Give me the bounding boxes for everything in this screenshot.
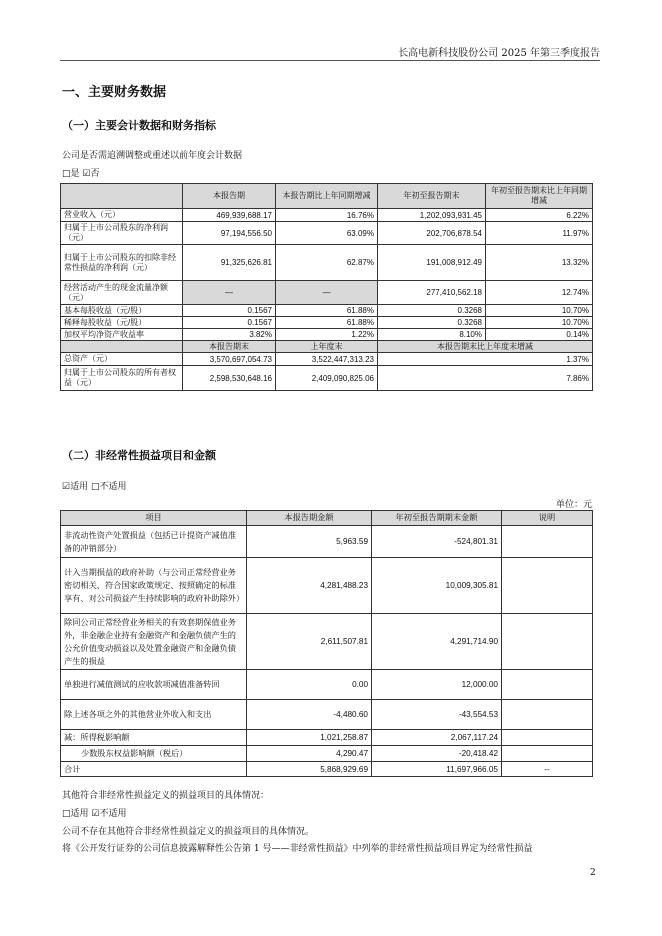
label-not-apply: 不适用 <box>99 482 127 492</box>
restatement-question: 公司是否需追溯调整或重述以前年度会计数据 <box>62 151 243 161</box>
cell-value: 4,290.47 <box>247 746 372 762</box>
cell-value: -524,801.31 <box>372 526 502 558</box>
cell-value: — <box>183 281 276 305</box>
table-row <box>61 700 593 730</box>
label-yes: 是 <box>70 169 80 179</box>
header-cell: 本报告期金额 <box>247 511 372 526</box>
cell-value: 8.10% <box>378 329 486 341</box>
row-label: 总资产（元） <box>61 353 183 366</box>
cell-value: 0.3268 <box>378 305 486 317</box>
checkbox-yes: □ <box>62 169 71 179</box>
cell-value: 2,598,530,648.16 <box>183 366 276 391</box>
page-number: 2 <box>590 868 596 878</box>
table-row <box>61 209 593 222</box>
cell-value: 202,706,878.54 <box>378 222 486 245</box>
cell-value: 91,325,626.81 <box>183 245 276 281</box>
table-row <box>61 526 593 558</box>
row-label: 经营活动产生的现金流量净额（元） <box>61 281 183 305</box>
cell-value: — <box>276 281 378 305</box>
cell-value: 61.88% <box>276 317 378 329</box>
cell-value: 10.70% <box>486 305 593 317</box>
cell-value: 2,067,117.24 <box>372 730 502 746</box>
cell-value: 12.74% <box>486 281 593 305</box>
label-apply-2: 适用 <box>70 809 89 819</box>
table-row <box>61 317 593 329</box>
cell-note <box>502 670 593 700</box>
checkbox-not-apply: □ <box>90 482 100 492</box>
cell-value: 13.32% <box>486 245 593 281</box>
cell-value: 4,291,714.90 <box>372 614 502 670</box>
header-cell: 本报告期比上年同期增减 <box>276 184 378 209</box>
table-row <box>61 730 593 746</box>
table-row <box>61 329 593 341</box>
header-cell <box>61 184 183 209</box>
cell-value: 2,409,090,825.06 <box>276 366 378 391</box>
header-cell: 本报告期末比上年度末增减 <box>378 341 593 353</box>
checkbox-no: ☑ <box>82 169 91 179</box>
cell-value: 1,021,258.87 <box>247 730 372 746</box>
key-financial-table <box>60 183 593 391</box>
row-label: 稀释每股收益（元/股） <box>61 317 183 329</box>
subsection-title-2: （二）非经常性损益项目和金额 <box>62 449 216 462</box>
row-label: 除上述各项之外的其他营业外收入和支出 <box>61 700 247 730</box>
cell-value: 469,939,688.17 <box>183 209 276 222</box>
header-cell: 年初至报告期末 <box>378 184 486 209</box>
other-items-note: 其他符合非经常性损益定义的损益项目的具体情况： <box>62 791 270 801</box>
cell-note <box>502 700 593 730</box>
cell-value: 2,611,507.81 <box>247 614 372 670</box>
cell-value: 3,522,447,313.23 <box>276 353 378 366</box>
cell-value: 11.97% <box>486 222 593 245</box>
restatement-choice <box>62 166 100 179</box>
subsection-title-1: （一）主要会计数据和财务指标 <box>62 119 216 132</box>
header-cell: 上年度末 <box>276 341 378 353</box>
table-row <box>61 558 593 614</box>
header-cell: 年初至报告期末比上年同期增减 <box>486 184 593 209</box>
header-cell: 本报告期 <box>183 184 276 209</box>
cell-value: 1.22% <box>276 329 378 341</box>
table-row <box>61 614 593 670</box>
header-cell <box>61 341 183 353</box>
cell-value: 5,963.59 <box>247 526 372 558</box>
row-label: 计入当期损益的政府补助（与公司正常经营业务密切相关、符合国家政策规定、按照确定的标准享有、对公司损益产生持续影响的政府补助除外） <box>61 558 247 614</box>
row-label: 归属于上市公司股东的所有者权益（元） <box>61 366 183 391</box>
cell-value: 0.00 <box>247 670 372 700</box>
header-cell: 说明 <box>502 511 593 526</box>
table-row <box>61 746 593 762</box>
cell-value: 10,009,305.81 <box>372 558 502 614</box>
non-recurring-table <box>60 510 593 777</box>
header-cell: 项目 <box>61 511 247 526</box>
cell-note: -- <box>502 762 593 777</box>
cell-note <box>502 558 593 614</box>
row-label: 除同公司正常经营业务相关的有效套期保值业务外，非金融企业持有金融资产和金融负债产生的公允价值变动损益以及处置金融资产和金融负债产生的损益 <box>61 614 247 670</box>
checkbox-apply: ☑ <box>62 482 71 492</box>
cell-value: 3,570,697,054.73 <box>183 353 276 366</box>
reclassification-note: 将《公开发行证券的公司信息披露解释性公告第 1 号——非经常性损益》中列举的非经常性损益项目界定为经常性损益 <box>62 844 533 854</box>
row-label: 基本每股收益（元/股） <box>61 305 183 317</box>
table-row <box>61 353 593 366</box>
cell-value: -20,418.42 <box>372 746 502 762</box>
cell-value: -4,480.60 <box>247 700 372 730</box>
cell-value: 0.1567 <box>183 305 276 317</box>
cell-note <box>502 730 593 746</box>
cell-value: 7.86% <box>378 366 593 391</box>
cell-value: 277,410,562.18 <box>378 281 486 305</box>
header-cell: 年初至报告期期末金额 <box>372 511 502 526</box>
label-no: 否 <box>90 169 100 179</box>
cell-value: 1.37% <box>378 353 593 366</box>
row-label: 营业收入（元） <box>61 209 183 222</box>
unit-label: 单位：元 <box>555 500 592 510</box>
cell-value: 97,194,556.50 <box>183 222 276 245</box>
checkbox-not-apply-2: ☑ <box>91 809 100 819</box>
cell-value: 11,697,966.05 <box>372 762 502 777</box>
row-label: 单独进行减值测试的应收款项减值准备转回 <box>61 670 247 700</box>
page-header: 长高电新科技股份公司 2025 年第三季度报告 <box>398 48 600 59</box>
table-row <box>61 305 593 317</box>
checkbox-apply-2: □ <box>62 809 71 819</box>
cell-value: 0.3268 <box>378 317 486 329</box>
cell-value: 5,868,929.69 <box>247 762 372 777</box>
table-header-row <box>61 511 593 526</box>
row-label: 合计 <box>61 762 247 777</box>
label-apply: 适用 <box>70 482 89 492</box>
table-row-total <box>61 762 593 777</box>
row-label: 少数股东权益影响额（税后） <box>61 746 247 762</box>
table-row <box>61 366 593 391</box>
cell-value: 0.1567 <box>183 317 276 329</box>
cell-value: 12,000.00 <box>372 670 502 700</box>
row-label: 非流动性资产处置损益（包括已计提资产减值准备的冲销部分） <box>61 526 247 558</box>
row-label: 归属于上市公司股东的扣除非经常性损益的净利润（元） <box>61 245 183 281</box>
row-label: 加权平均净资产收益率 <box>61 329 183 341</box>
cell-note <box>502 526 593 558</box>
other-items-choice <box>62 806 127 819</box>
cell-value: 4,281,488.23 <box>247 558 372 614</box>
cell-note <box>502 614 593 670</box>
table-row <box>61 222 593 245</box>
table-row <box>61 281 593 305</box>
cell-value: 16.76% <box>276 209 378 222</box>
no-other-items-statement: 公司不存在其他符合非经常性损益定义的损益项目的具体情况。 <box>62 827 315 837</box>
row-label: 归属于上市公司股东的净利润（元） <box>61 222 183 245</box>
cell-value: 0.14% <box>486 329 593 341</box>
table-header-row <box>61 184 593 209</box>
cell-note <box>502 746 593 762</box>
cell-value: 61.88% <box>276 305 378 317</box>
cell-value: 191,008,912.49 <box>378 245 486 281</box>
header-divider <box>60 60 600 61</box>
label-not-apply-2: 不适用 <box>99 809 127 819</box>
table-row <box>61 245 593 281</box>
table-row <box>61 670 593 700</box>
table-subheader-row <box>61 341 593 353</box>
cell-value: 6.22% <box>486 209 593 222</box>
header-cell: 本报告期末 <box>183 341 276 353</box>
cell-value: -43,554.53 <box>372 700 502 730</box>
section-title: 一、主要财务数据 <box>62 85 167 100</box>
applicability-choice <box>62 479 127 492</box>
cell-value: 3.82% <box>183 329 276 341</box>
cell-value: 62.87% <box>276 245 378 281</box>
cell-value: 63.09% <box>276 222 378 245</box>
cell-value: 1,202,093,931.45 <box>378 209 486 222</box>
row-label: 减：所得税影响额 <box>61 730 247 746</box>
cell-value: 10.70% <box>486 317 593 329</box>
